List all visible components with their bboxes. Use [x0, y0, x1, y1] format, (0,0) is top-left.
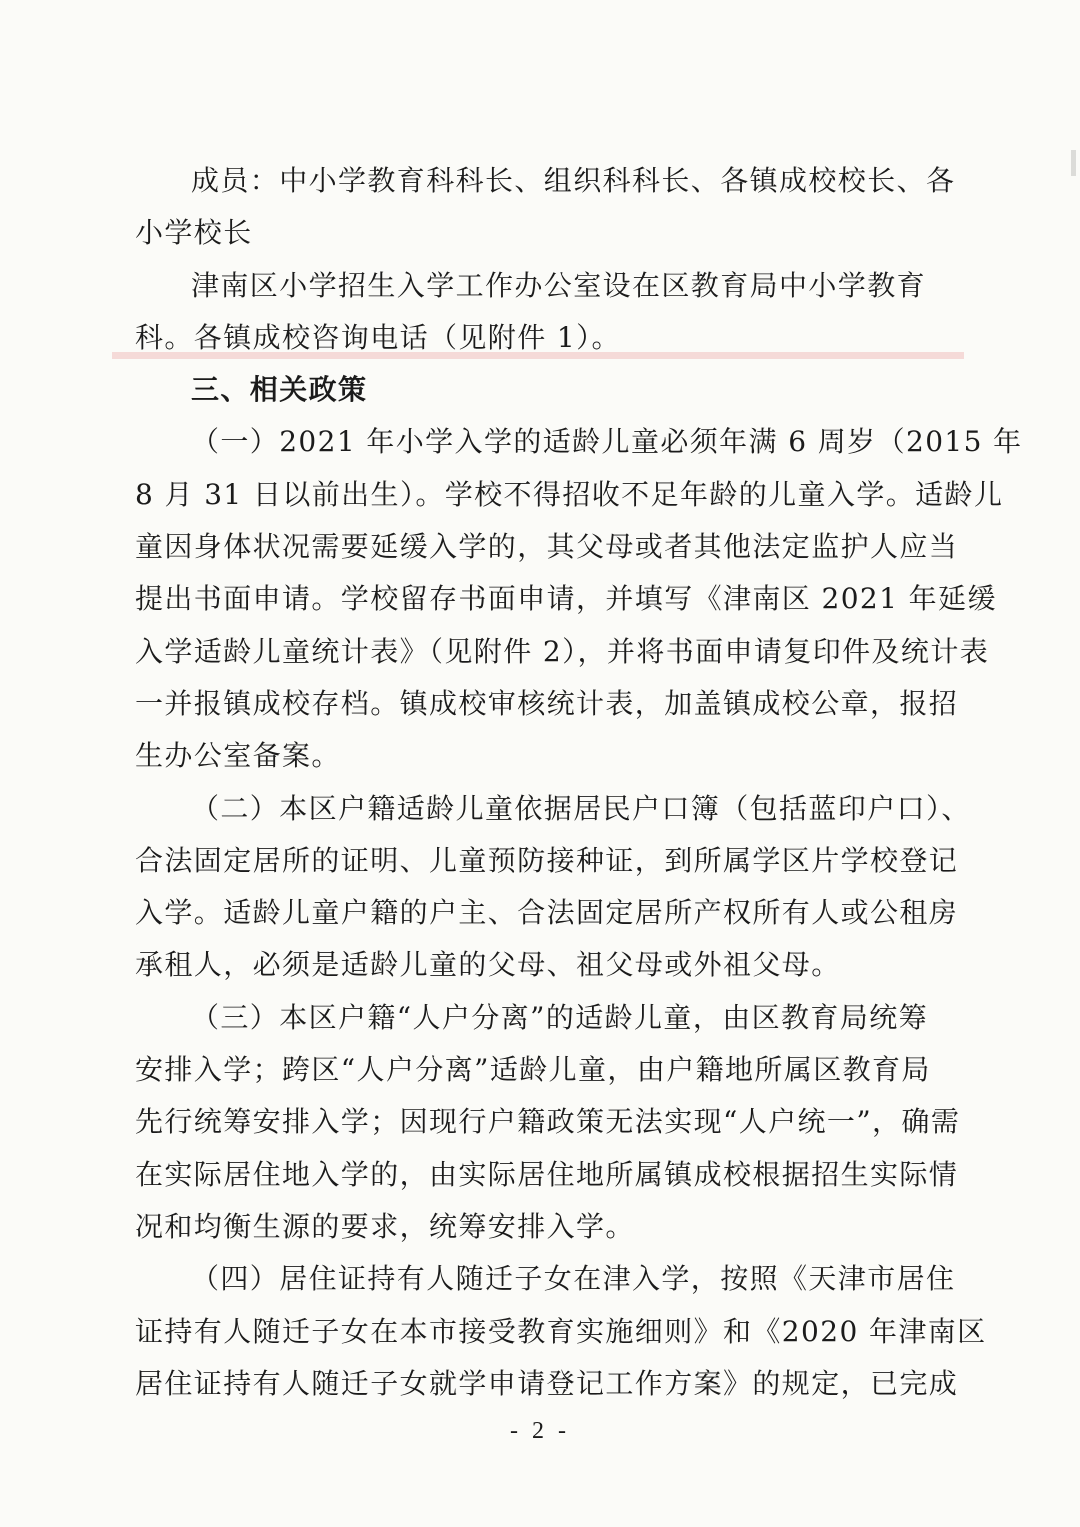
text-line: （一）2021 年小学入学的适龄儿童必须年满 6 周岁（2015 年	[191, 425, 1023, 459]
text-line: 科。各镇成校咨询电话（见附件 1）。	[135, 320, 621, 354]
text-line: （二）本区户籍适龄儿童依据居民户口簿（包括蓝印户口）、	[191, 791, 971, 825]
text-line: （四）居住证持有人随迁子女在津入学，按照《天津市居住	[191, 1262, 956, 1296]
text-line: （三）本区户籍“人户分离”的适龄儿童，由区教育局统筹	[191, 1000, 929, 1034]
text-line: 入学。适龄儿童户籍的户主、合法固定居所产权所有人或公租房	[135, 896, 959, 930]
text-line: 先行统筹安排入学；因现行户籍政策无法实现“人户统一”，确需	[135, 1105, 961, 1139]
text-line: 合法固定居所的证明、儿童预防接种证，到所属学区片学校登记	[135, 843, 959, 877]
body-text	[135, 155, 1023, 1410]
text-line: 况和均衡生源的要求，统筹安排入学。	[135, 1209, 635, 1243]
text-line: 8 月 31 日以前出生）。学校不得招收不足年龄的儿童入学。适龄儿	[135, 477, 1004, 511]
text-line: 在实际居住地入学的，由实际居住地所属镇成校根据招生实际情	[135, 1157, 959, 1191]
text-line: 生办公室备案。	[135, 739, 341, 773]
text-line: 承租人，必须是适龄儿童的父母、祖父母或外祖父母。	[135, 948, 841, 982]
text-line: 小学校长	[135, 216, 253, 250]
text-line: 津南区小学招生入学工作办公室设在区教育局中小学教育	[191, 268, 927, 302]
text-line: 成员：中小学教育科科长、组织科科长、各镇成校校长、各	[191, 164, 956, 197]
text-line: 提出书面申请。学校留存书面申请，并填写《津南区 2021 年延缓	[135, 582, 997, 616]
text-line: 安排入学；跨区“人户分离”适龄儿童，由户籍地所属区教育局	[135, 1053, 931, 1087]
scan-mark	[1071, 150, 1076, 176]
section-heading: 三、相关政策	[191, 373, 368, 407]
page-number: - 2 -	[510, 1418, 570, 1444]
text-line: 居住证持有人随迁子女就学申请登记工作方案》的规定，已完成	[135, 1366, 959, 1400]
text-line: 一并报镇成校存档。镇成校审核统计表，加盖镇成校公章，报招	[135, 686, 959, 720]
text-line: 入学适龄儿童统计表》（见附件 2），并将书面申请复印件及统计表	[135, 634, 990, 668]
text-line: 童因身体状况需要延缓入学的，其父母或者其他法定监护人应当	[135, 530, 959, 564]
text-line: 证持有人随迁子女在本市接受教育实施细则》和《2020 年津南区	[135, 1314, 987, 1348]
